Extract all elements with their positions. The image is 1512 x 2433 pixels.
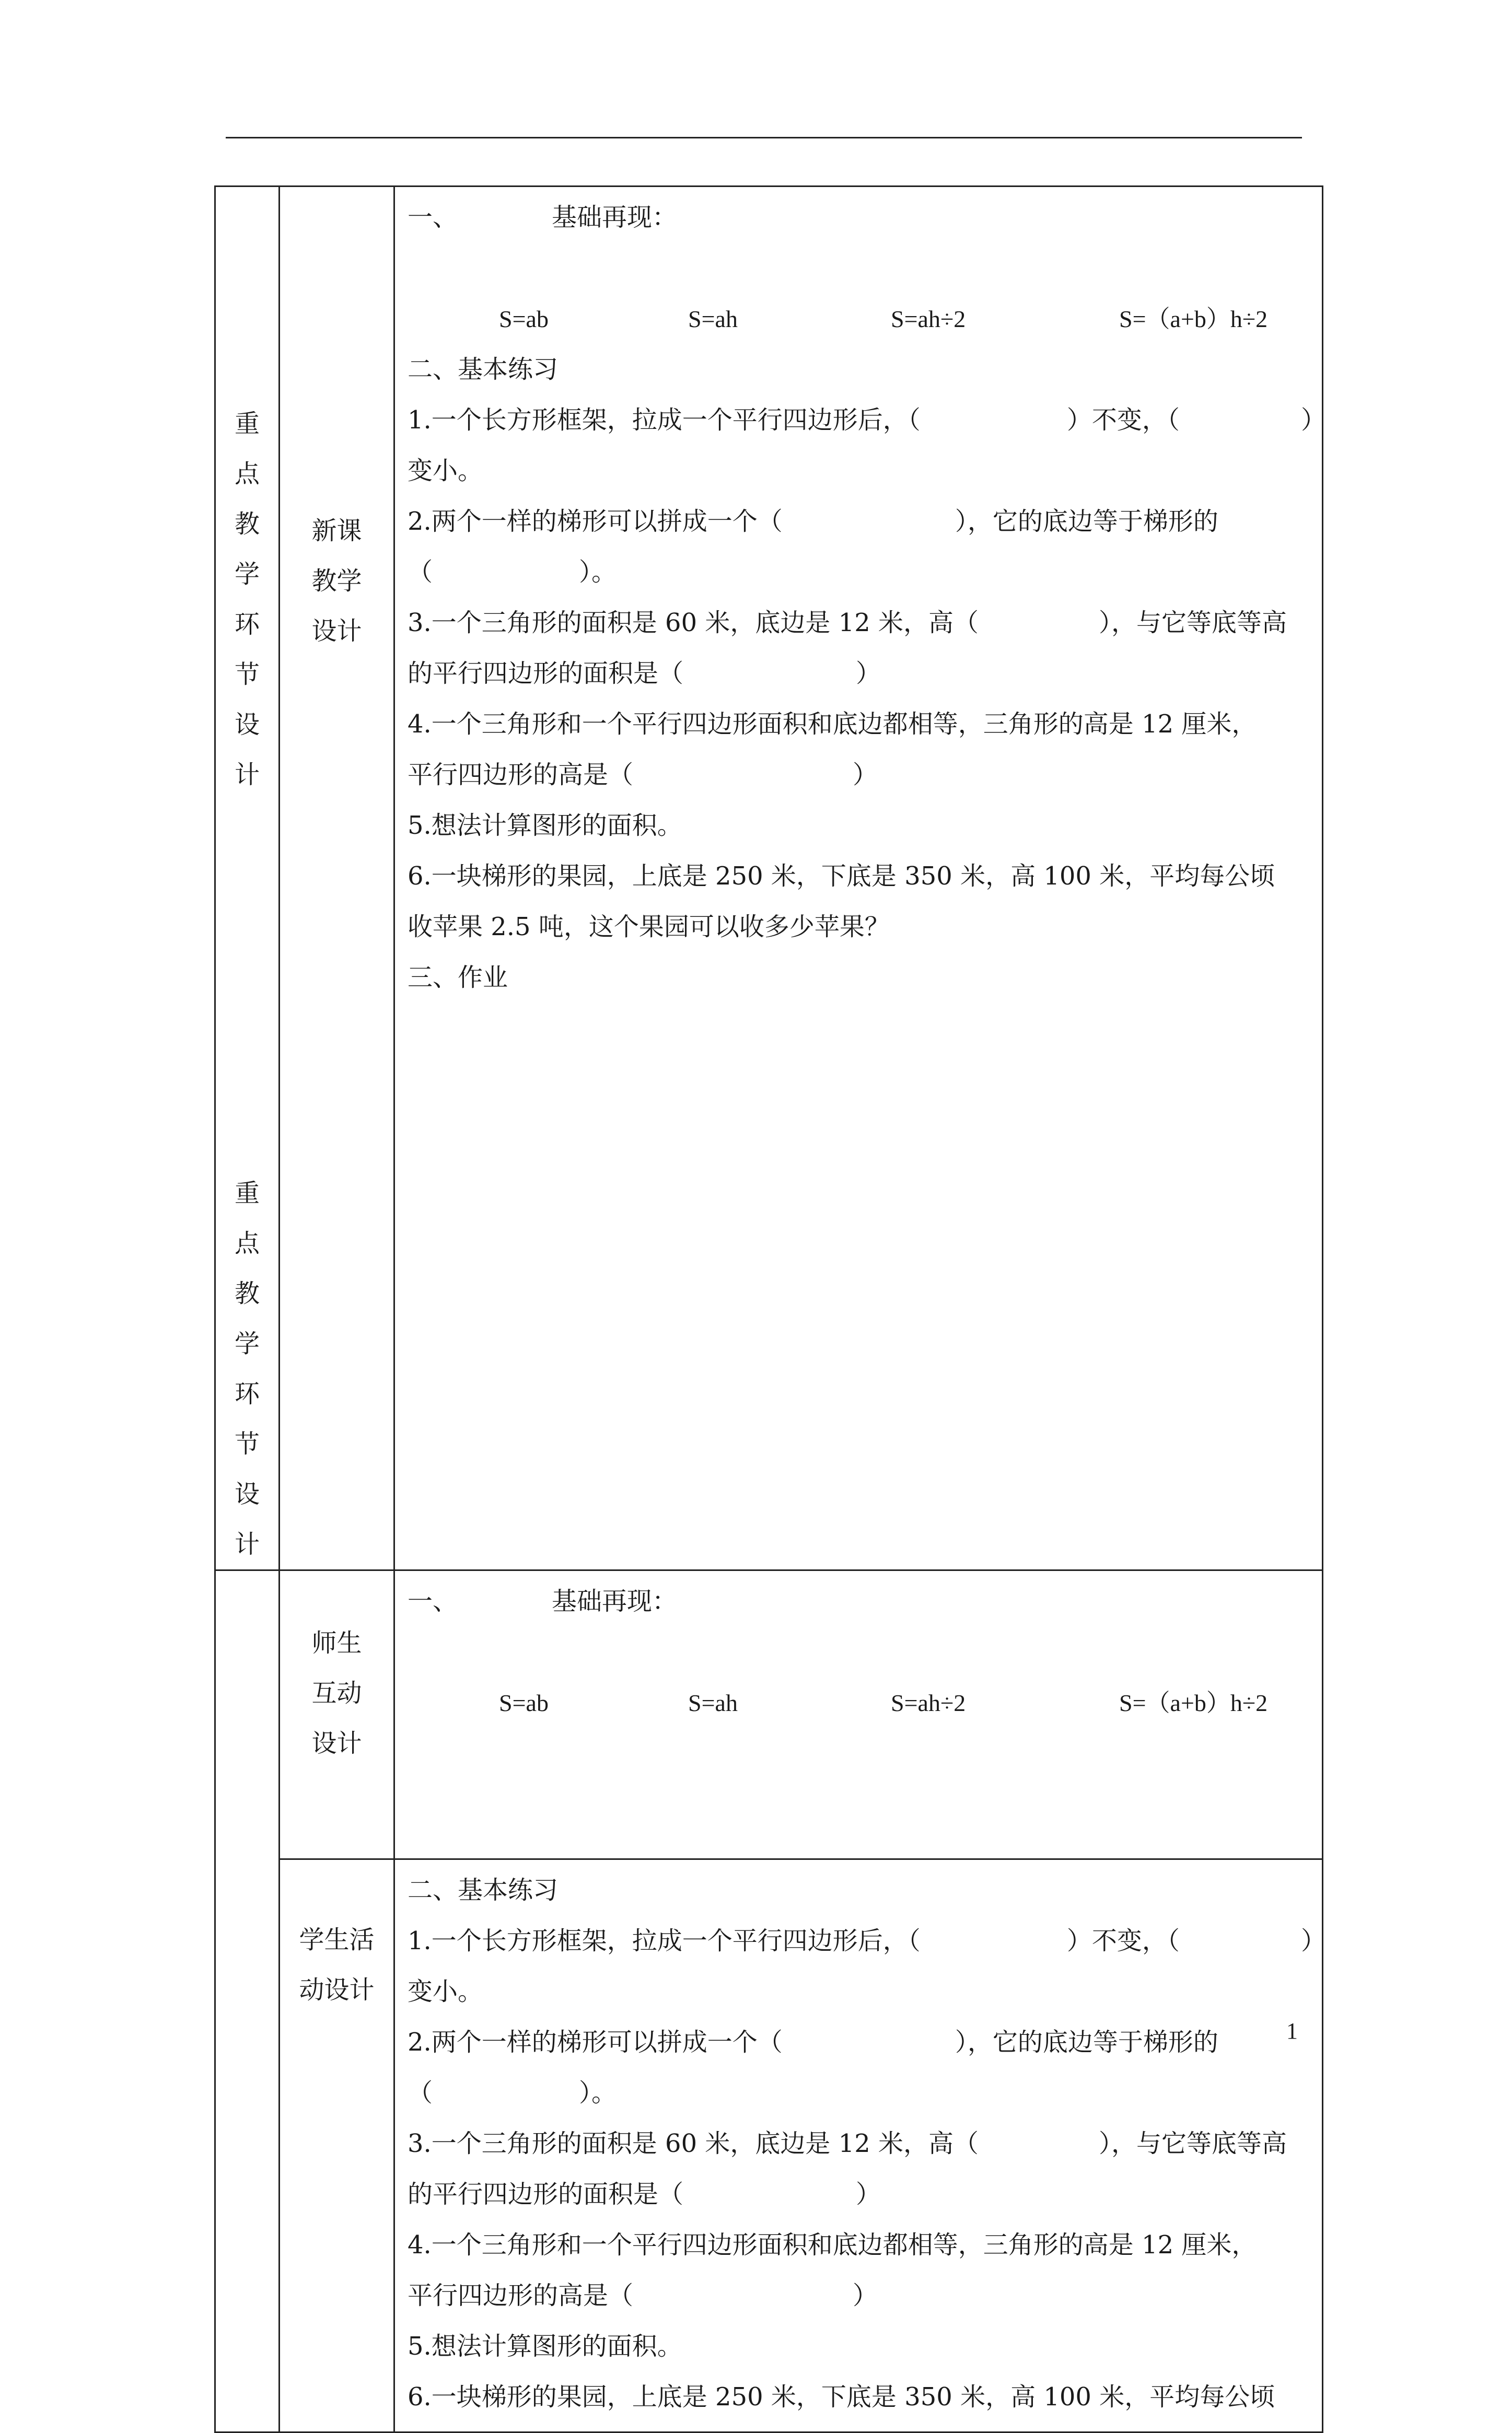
section-heading: 一、 基础再现：	[408, 203, 678, 232]
question-4: 4.一个三角形和一个平行四边形面积和底边都相等，三角形的高是 12 厘米，	[408, 2230, 1257, 2260]
vertical-char: 重	[234, 409, 260, 438]
section-heading: 三、作业	[408, 963, 508, 992]
formula: S=ah	[688, 1690, 738, 1716]
key-section-label-cell-end	[215, 1859, 280, 2432]
formula: S=ah	[688, 306, 738, 332]
question-4: 4.一个三角形和一个平行四边形面积和底边都相等，三角形的高是 12 厘米，	[408, 709, 1257, 739]
vertical-char: 学	[234, 1329, 260, 1358]
new-lesson-label-cell	[280, 187, 394, 1570]
key-section-label-cell	[215, 187, 280, 1570]
question-2: 2.两个一样的梯形可以拼成一个（ ），它的底边等于梯形的	[408, 507, 1218, 536]
section-heading: 一、 基础再现：	[408, 1587, 678, 1616]
vertical-char: 设	[234, 1480, 260, 1509]
key-section-label-top	[216, 187, 278, 800]
question-3: 3.一个三角形的面积是 60 米，底边是 12 米，高（ ），与它等底等高	[408, 608, 1287, 637]
header-rule	[226, 137, 1302, 138]
formula: S=ab	[499, 1690, 549, 1716]
student-activity-content: 二、基本练习 1.一个长方形框架，拉成一个平行四边形后，（ ）不变，（ ） 变小。 2.两个一样的梯形可以拼成一个（ ），它的底边等于梯形的 （ ）。 3.一个三角形的面积是 60 米，底边是 12 米，高（ ），与它等底等高 的平行四边形的面积是（ ） 4.一个三角形和一个平行四边形面积和底边都相等，三角形的高是 12 厘米， 平行四边形的高是（ ） 5.想法计算图形的面积。 6.一块梯形的果园，上底是 250 米，下底是 350 米，高 100 米，平均每公顷	[394, 1859, 1323, 2432]
section-heading: 二、基本练习	[408, 1876, 559, 1905]
vertical-char: 节	[234, 660, 260, 689]
key-section-label-cell-continued	[215, 1570, 280, 1859]
new-lesson-content: 一、 基础再现： S=ab S=ah S=ah÷2 S=（a+b）h÷2 二、基本练习 1.一个长方形框架，拉成一个平行四边形后，（ ）不变，（ ） 变小。 2.两个一样的梯形可以拼成一个（ ），它的底边等于梯形的 （ ）。 3.一个三角形的面积是 60 米，底边是 12 米，高（ ），与它等底等高 的平行四边形的面积是（ ） 4.一个三角形和一个平行四边形面积和底边都相等，三角形的高是 12 厘米， 平行四边形的高是（ ） 5.想法计算图形的面积。 6.一块梯形的果园，上底是 250 米，下底是 350 米，高 100 米，平均每公顷 收苹果 2.5 吨，这个果园可以收多少苹果？ 三、作业	[394, 187, 1323, 1570]
page-number: 1	[1286, 2018, 1298, 2044]
vertical-char: 学	[234, 560, 260, 589]
vertical-char: 设	[234, 710, 260, 739]
formula: S=ah÷2	[891, 1690, 966, 1716]
lesson-plan-table	[214, 185, 1326, 2433]
key-section-label-bottom	[216, 800, 278, 1569]
vertical-char: 重	[234, 1179, 260, 1208]
student-activity-label-cell	[280, 1859, 394, 2432]
interaction-label-cell	[280, 1570, 394, 1859]
interaction-content	[394, 1570, 1323, 1859]
interaction-label: 师生 互动 设计	[311, 1628, 362, 1758]
question-6: 6.一块梯形的果园，上底是 250 米，下底是 350 米，高 100 米，平均每公顷	[408, 862, 1275, 891]
question-3: 3.一个三角形的面积是 60 米，底边是 12 米，高（ ），与它等底等高	[408, 2129, 1287, 2158]
question-5: 5.想法计算图形的面积。	[408, 811, 682, 840]
formula: S=ah÷2	[891, 306, 966, 332]
vertical-char: 计	[234, 760, 260, 789]
formula: S=ab	[499, 306, 549, 332]
vertical-char: 点	[234, 459, 260, 488]
student-activity-label: 学生活 动设计	[299, 1925, 375, 2005]
vertical-char: 环	[234, 1379, 260, 1408]
question-2: 2.两个一样的梯形可以拼成一个（ ），它的底边等于梯形的	[408, 2028, 1218, 2057]
vertical-char: 节	[234, 1429, 260, 1459]
vertical-char: 点	[234, 1229, 260, 1258]
formula: S=（a+b）h÷2	[1119, 1690, 1268, 1716]
formula-list	[408, 1678, 1315, 1728]
formula: S=（a+b）h÷2	[1119, 306, 1268, 332]
vertical-char: 教	[234, 1279, 260, 1308]
question-1: 1.一个长方形框架，拉成一个平行四边形后，（ ）不变，（ ）	[408, 1926, 1326, 1955]
vertical-char: 计	[234, 1530, 260, 1559]
vertical-char: 教	[234, 509, 260, 539]
new-lesson-label: 新课 教学 设计	[311, 516, 362, 646]
section-heading: 二、基本练习	[408, 355, 559, 384]
formula-list	[408, 294, 1315, 344]
question-6: 6.一块梯形的果园，上底是 250 米，下底是 350 米，高 100 米，平均每公顷	[408, 2382, 1275, 2412]
question-1: 1.一个长方形框架，拉成一个平行四边形后，（ ）不变，（ ）	[408, 405, 1326, 435]
question-5: 5.想法计算图形的面积。	[408, 2332, 682, 2361]
vertical-char: 环	[234, 610, 260, 639]
